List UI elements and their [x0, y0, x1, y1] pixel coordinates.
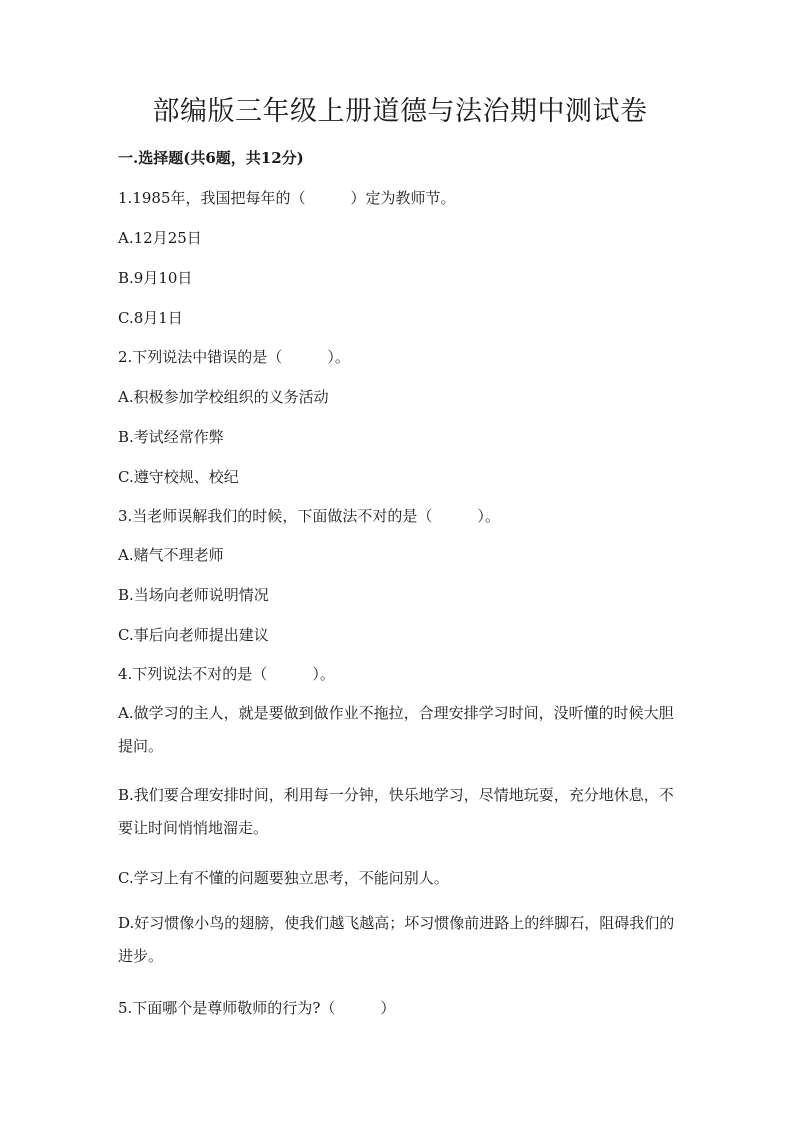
question-1-option-a: A.12月25日 [118, 229, 202, 247]
section-heading: 一.选择题(共6题，共12分) [118, 149, 304, 167]
question-2-stem: 2.下列说法中错误的是（ ）。 [118, 348, 350, 366]
question-1-option-b: B.9月10日 [118, 269, 193, 287]
question-3-option-c: C.事后向老师提出建议 [118, 626, 269, 644]
question-4-option-c: C.学习上有不懂的问题要独立思考，不能问别人。 [118, 869, 449, 887]
page-title: 部编版三年级上册道德与法治期中测试卷 [152, 96, 648, 127]
question-4-stem: 4.下列说法不对的是（ ）。 [118, 665, 335, 683]
question-1-stem: 1.1985年，我国把每年的（ ）定为教师节。 [118, 189, 456, 207]
question-1-option-c: C.8月1日 [118, 309, 183, 327]
question-2-option-a: A.积极参加学校组织的义务活动 [118, 388, 329, 406]
question-3-stem: 3.当老师误解我们的时候，下面做法不对的是（ ）。 [118, 507, 500, 525]
question-2-option-b: B.考试经常作弊 [118, 428, 224, 446]
question-5-stem: 5.下面哪个是尊师敬师的行为?（ ） [118, 999, 396, 1017]
question-2-option-c: C.遵守校规、校纪 [118, 468, 239, 486]
question-3-option-a: A.赌气不理老师 [118, 546, 224, 564]
question-4-option-a: A.做学习的主人，就是要做到做作业不拖拉，合理安排学习时间，没听懂的时候大胆提问。 [118, 704, 674, 755]
question-3-option-b: B.当场向老师说明情况 [118, 586, 269, 604]
question-4-option-b: B.我们要合理安排时间，利用每一分钟，快乐地学习，尽情地玩耍，充分地休息，不要让时间悄悄地溜走。 [118, 786, 674, 837]
question-4-option-d: D.好习惯像小鸟的翅膀，使我们越飞越高；坏习惯像前进路上的绊脚石，阻碍我们的进步。 [118, 914, 675, 965]
